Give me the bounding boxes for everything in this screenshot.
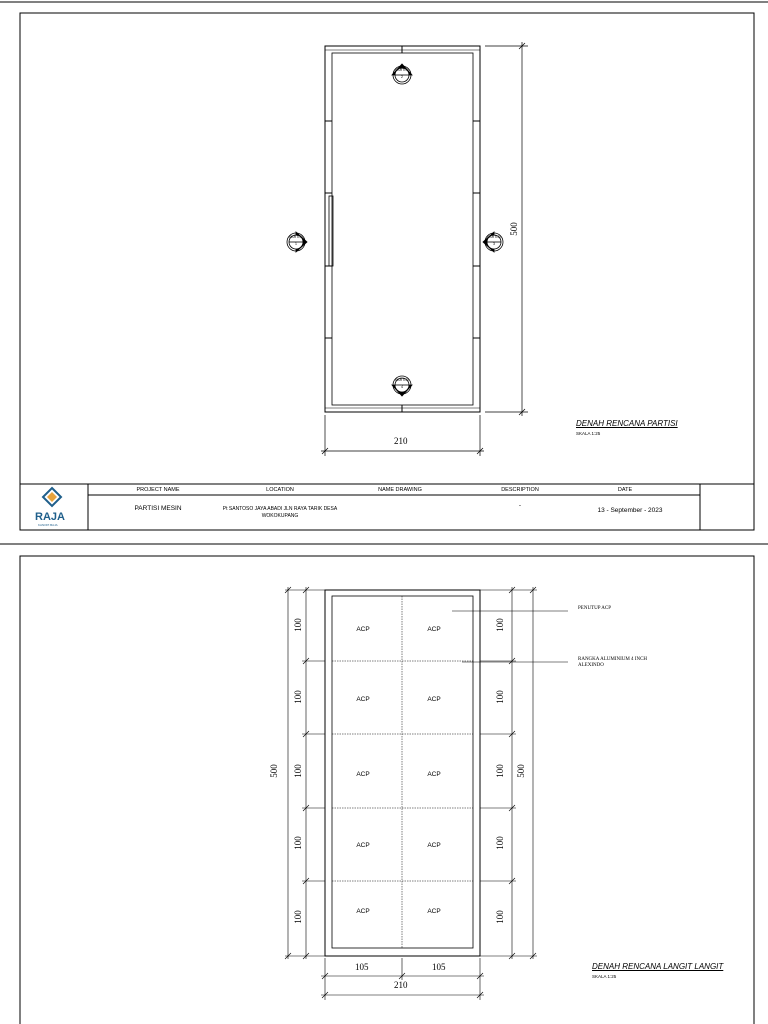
marker-top-label: PARTISI xyxy=(395,68,409,72)
row-dim-left-1: 100 xyxy=(293,618,303,632)
acp-panel-r1c2: ACP xyxy=(427,626,441,633)
logo-text: RAJA xyxy=(35,511,65,523)
row-dim-left-2: 100 xyxy=(293,690,303,704)
partition-width-label: 210 xyxy=(394,436,408,446)
acp-panel-r5c1: ACP xyxy=(356,908,370,915)
right-dimensions xyxy=(480,587,537,959)
acp-panel-r4c1: ACP xyxy=(356,842,370,849)
acp-panel-r2c2: ACP xyxy=(427,696,441,703)
row-dim-right-3: 100 xyxy=(495,764,505,778)
marker-left-label: PARTISI xyxy=(289,235,303,239)
logo-subtext: KANOPI BAJA xyxy=(38,523,58,527)
value-description: - xyxy=(518,502,522,509)
row-dim-left-4: 100 xyxy=(293,836,303,850)
acp-panel-r3c2: ACP xyxy=(427,771,441,778)
partition-outline xyxy=(325,46,480,412)
acp-panel-r2c1: ACP xyxy=(356,696,370,703)
total-width: 210 xyxy=(394,980,408,990)
header-description: DESCRIPTION xyxy=(501,487,539,493)
marker-right-label: PARTISI xyxy=(487,235,501,239)
ceiling-plan-caption: DENAH RENCANA LANGIT LANGIT xyxy=(592,962,724,971)
ceiling-plan-scale: SKALA 1:25 xyxy=(592,974,617,979)
note-frame-line2: ALEXINDO xyxy=(578,663,604,668)
partition-plan-caption: DENAH RENCANA PARTISI xyxy=(576,419,678,428)
section-marker-top xyxy=(392,64,412,84)
raja-logo-mark xyxy=(43,488,61,506)
header-location: LOCATION xyxy=(266,487,294,493)
row-dim-left-3: 100 xyxy=(293,764,303,778)
height-dimension xyxy=(485,42,528,416)
marker-bottom-num: 4 xyxy=(401,385,403,389)
acp-panel-r4c2: ACP xyxy=(427,842,441,849)
col-dim-1: 105 xyxy=(355,962,369,972)
ceiling-plan-drawing xyxy=(0,540,768,1024)
left-dimensions xyxy=(285,587,325,959)
marker-bottom-label: PARTISI xyxy=(395,378,409,382)
row-dim-right-4: 100 xyxy=(495,836,505,850)
total-height-left: 500 xyxy=(269,764,279,778)
acp-panel-r5c2: ACP xyxy=(427,908,441,915)
acp-panel-r3c1: ACP xyxy=(356,771,370,778)
header-date: DATE xyxy=(617,487,633,493)
row-dim-right-2: 100 xyxy=(495,690,505,704)
row-dim-right-1: 100 xyxy=(495,618,505,632)
header-name-drawing: NAME DRAWING xyxy=(378,487,422,493)
note-cover: PENUTUP ACP xyxy=(578,606,612,611)
col-dim-2: 105 xyxy=(432,962,446,972)
marker-top-num: 2 xyxy=(401,75,403,79)
partition-height-label: 500 xyxy=(509,222,519,236)
row-dim-left-5: 100 xyxy=(293,910,303,924)
note-frame-line1: RANGKA ALUMINIUM 4 INCH xyxy=(578,657,648,662)
bottom-dimensions xyxy=(321,958,484,1000)
acp-panel-r1c1: ACP xyxy=(356,626,370,633)
value-location: Pt SANTOSO JAYA ABADI JLN RAYA TARIK DESA WOKOKUPANG xyxy=(222,506,338,519)
total-height-right: 500 xyxy=(516,764,526,778)
row-dim-right-5: 100 xyxy=(495,910,505,924)
value-date: 13 - September - 2023 xyxy=(597,507,663,514)
header-project-name: PROJECT NAME xyxy=(136,487,180,493)
sheet-ceiling-plan xyxy=(0,540,768,1024)
marker-right-num: 3 xyxy=(493,242,495,246)
partition-plan-scale: SKALA 1:25 xyxy=(576,431,601,436)
marker-left-num: 1 xyxy=(295,242,297,246)
value-project-name: PARTISI MESIN xyxy=(134,505,182,512)
